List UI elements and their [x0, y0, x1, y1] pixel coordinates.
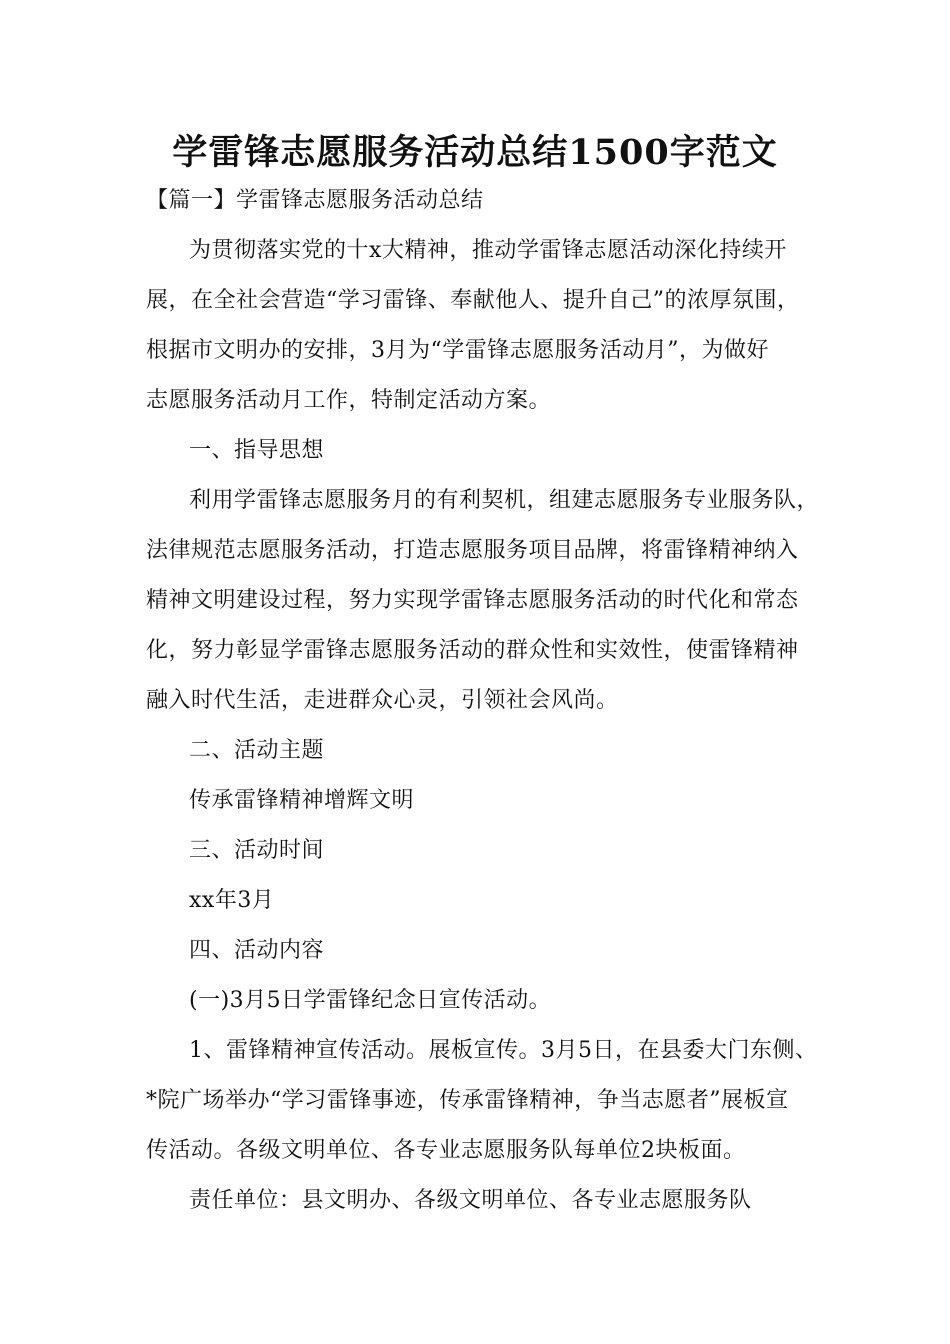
paragraph-line: 精神文明建设过程，努力实现学雷锋志愿服务活动的时代化和常态 [146, 588, 799, 613]
paragraph-line: 志愿服务活动月工作，特制定活动方案。 [146, 388, 552, 413]
paragraph-line: xx年3月 [189, 888, 275, 913]
sub-heading: (一)3月5日学雷锋纪念日宣传活动。 [189, 988, 552, 1013]
paragraph-line: *院广场举办“学习雷锋事迹，传承雷锋精神，争当志愿者”展板宣 [146, 1088, 789, 1113]
section-heading: 四、活动内容 [189, 938, 325, 963]
section-label: 【篇一】学雷锋志愿服务活动总结 [146, 188, 484, 213]
section-heading: 二、活动主题 [189, 738, 325, 763]
paragraph-line: 化，努力彰显学雷锋志愿服务活动的群众性和实效性，使雷锋精神 [146, 638, 799, 663]
paragraph-line: 1、雷锋精神宣传活动。展板宣传。3月5日，在县委大门东侧、 [189, 1038, 818, 1063]
paragraph-line: 根据市文明办的安排，3月为“学雷锋志愿服务活动月”，为做好 [146, 338, 769, 363]
paragraph-line: 为贯彻落实党的十x大精神，推动学雷锋志愿活动深化持续开 [189, 238, 787, 263]
section-heading: 三、活动时间 [189, 838, 325, 863]
paragraph-line: 传承雷锋精神增辉文明 [189, 788, 415, 813]
paragraph-line: 融入时代生活，走进群众心灵，引领社会风尚。 [146, 688, 619, 713]
paragraph-line: 展，在全社会营造“学习雷锋、奉献他人、提升自己”的浓厚氛围， [146, 288, 800, 313]
paragraph-line: 传活动。各级文明单位、各专业志愿服务队每单位2块板面。 [146, 1138, 746, 1163]
paragraph-line: 法律规范志愿服务活动，打造志愿服务项目品牌，将雷锋精神纳入 [146, 538, 799, 563]
paragraph-line: 利用学雷锋志愿服务月的有利契机，组建志愿服务专业服务队， [189, 488, 820, 513]
document-title: 学雷锋志愿服务活动总结1500字范文 [172, 132, 778, 173]
paragraph-line: 责任单位：县文明办、各级文明单位、各专业志愿服务队 [189, 1188, 752, 1213]
section-heading: 一、指导思想 [189, 438, 325, 463]
